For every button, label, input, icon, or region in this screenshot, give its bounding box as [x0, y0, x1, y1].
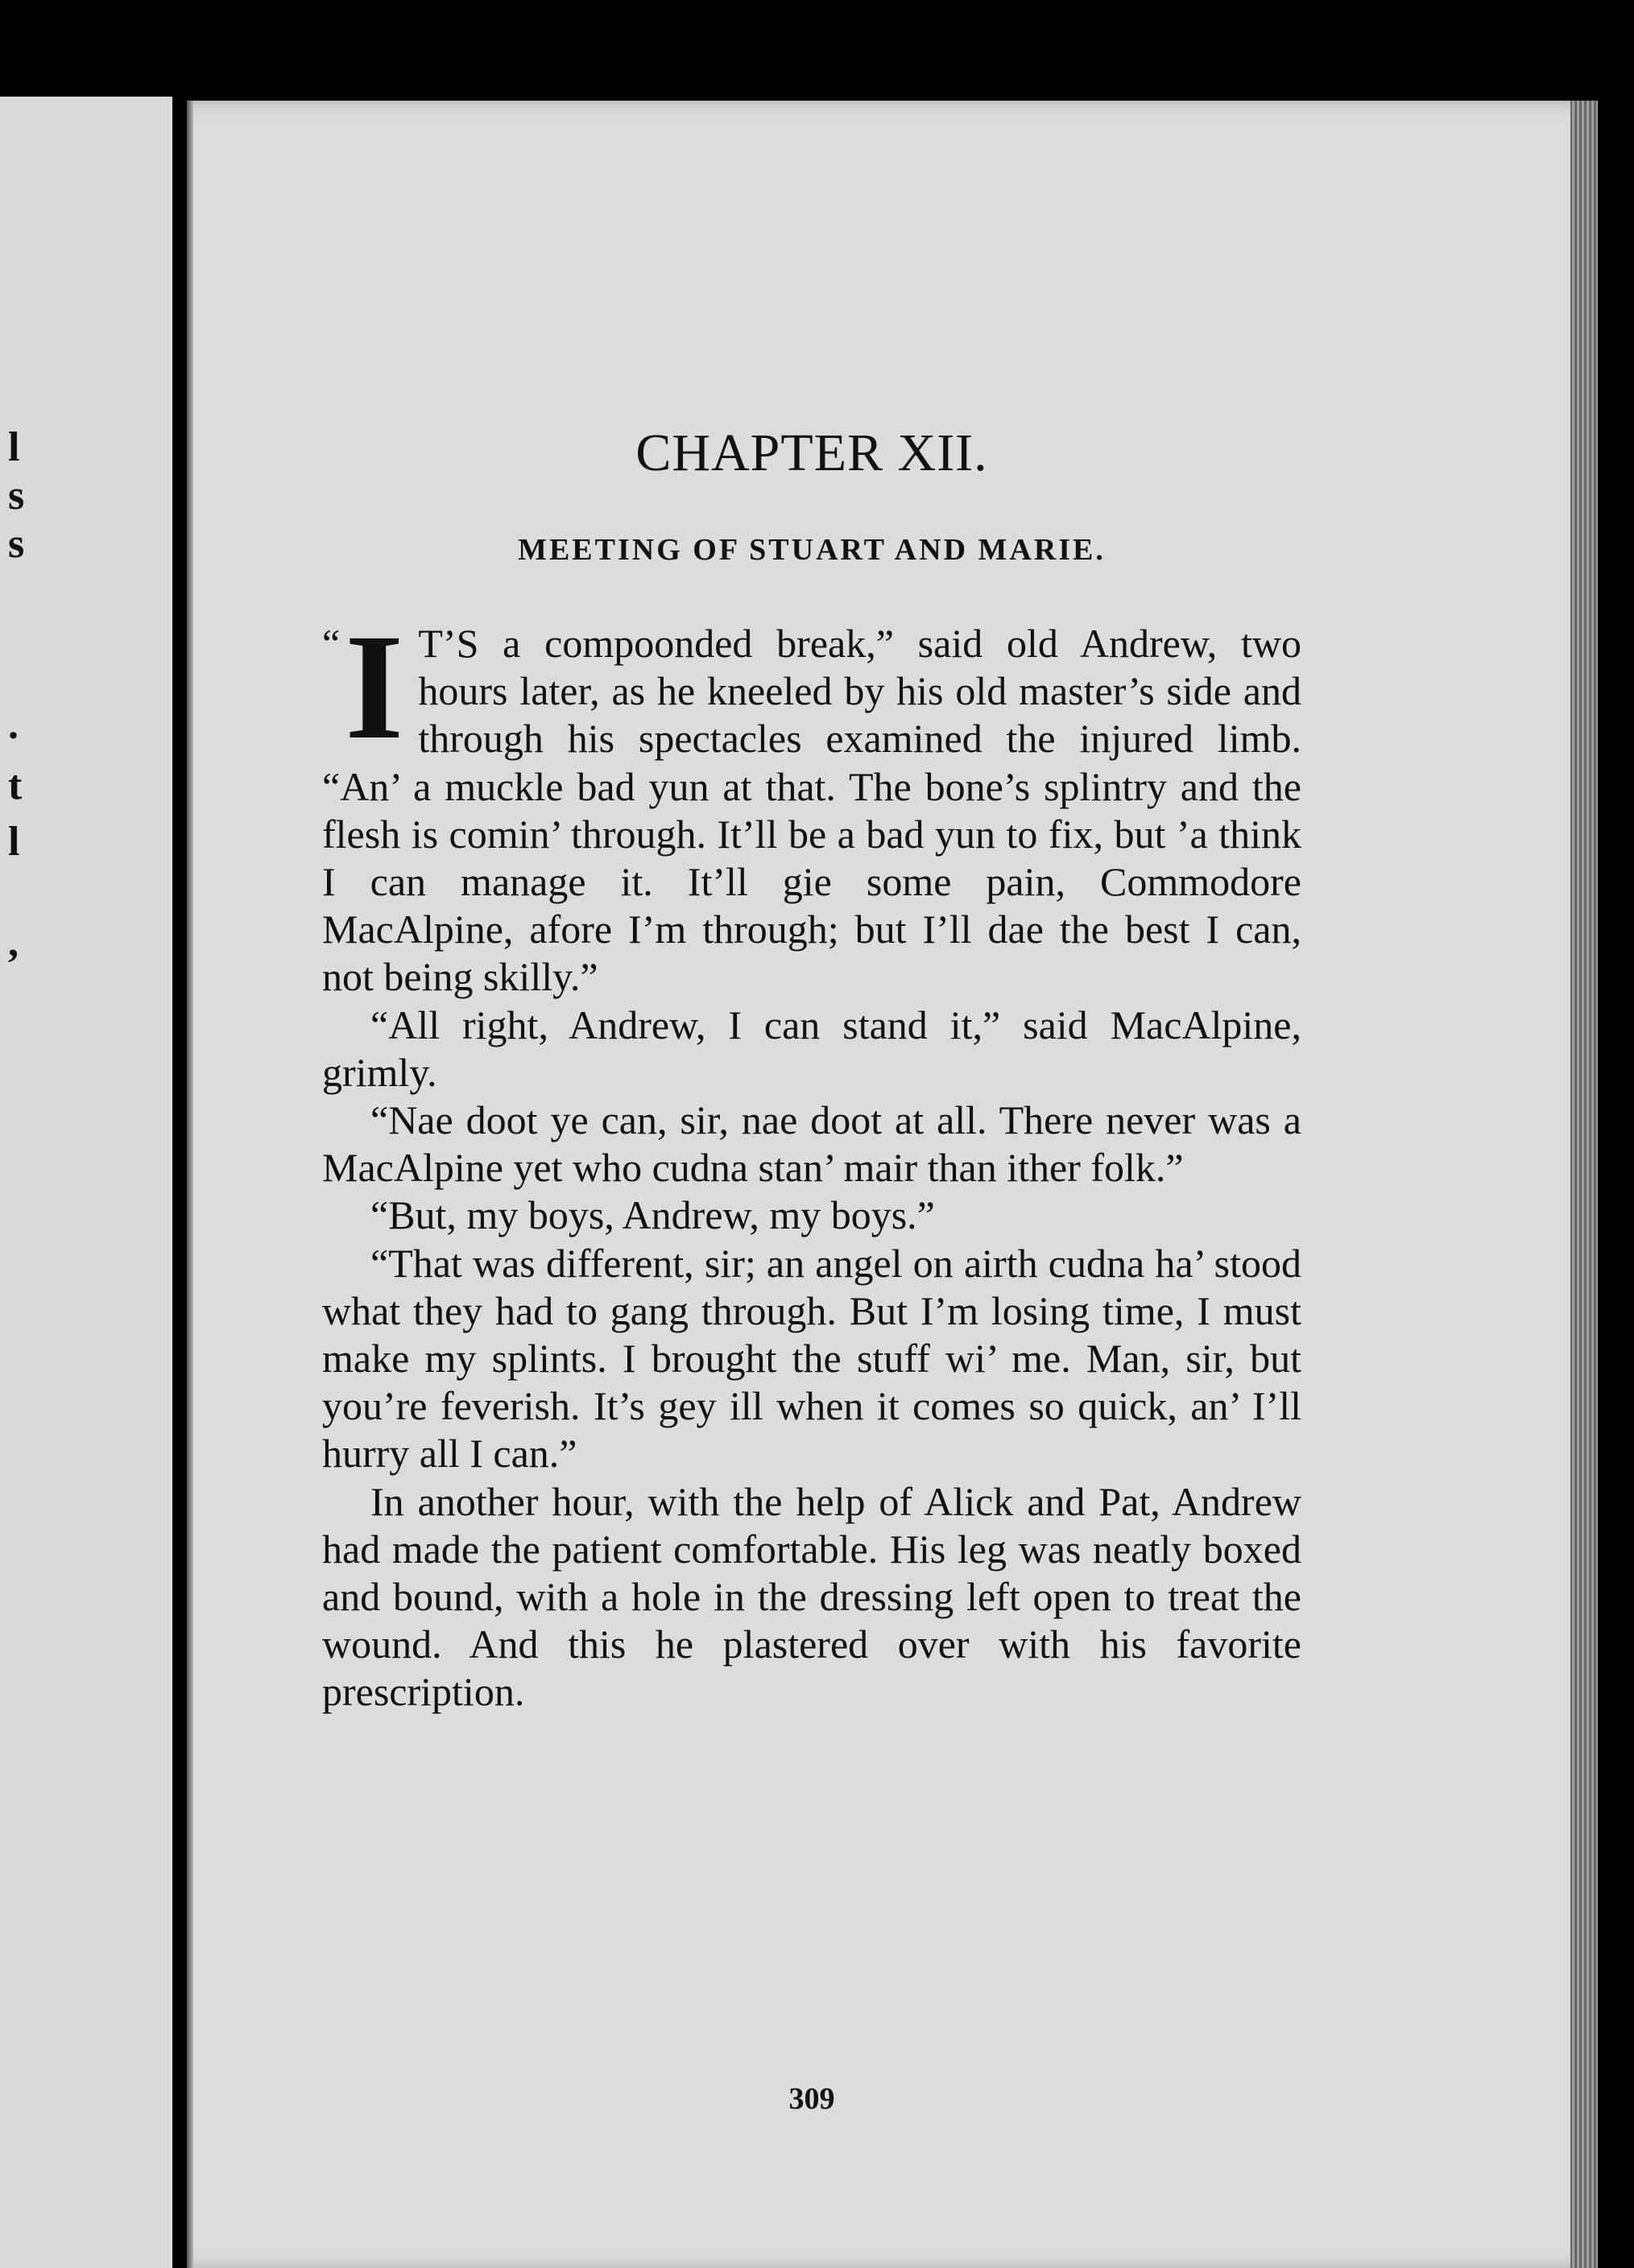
- drop-cap: I: [345, 602, 404, 770]
- previous-page-fragment: s: [8, 521, 25, 567]
- paragraph: “But, my boys, Andrew, my boys.”: [370, 1192, 935, 1238]
- paragraph-text: T’S a compoonded break,” said old Andrew, two hours later, as he kneeled by his old master’s side and through his spectacles examined the injured limb. “An’ a muckle bad yun at that. The bone’s splintry and the flesh is comin’ through. It’ll be a bad yun to fix, but ’a think I can manage it. It’ll gie some pain, Commodore MacAlpine, afore I’m through; but I’ll dae the best I can, not being skilly.”: [322, 621, 1301, 1000]
- chapter-subtitle: MEETING OF STUART AND MARIE.: [518, 533, 1106, 567]
- page-gutter-shadow: [187, 101, 193, 2268]
- previous-page-fragment: s: [8, 473, 25, 518]
- paragraph: “Nae doot ye can, sir, nae doot at all. There never was a MacAlpine yet who cudna stan’ mair than ither folk.”: [322, 1097, 1301, 1191]
- previous-page-fragment: l: [8, 424, 20, 470]
- previous-page-fragment: .: [8, 702, 19, 748]
- previous-page-edge: [0, 97, 172, 2268]
- previous-page-fragment: ,: [8, 919, 19, 965]
- paragraph: “All right, Andrew, I can stand it,” said MacAlpine, grimly.: [322, 1002, 1301, 1095]
- chapter-title: CHAPTER XII.: [635, 423, 988, 482]
- previous-page-fragment: l: [8, 819, 20, 865]
- page-edge-stack: [1570, 101, 1598, 2268]
- page-number: 309: [788, 2082, 835, 2116]
- paragraph: “That was different, sir; an angel on airth cudna ha’ stood what they had to gang through. But I’m losing time, I must make my splints. I brought the stuff wi’ me. Man, sir, but you’re feverish. It’s gey ill when it comes so quick, an’ I’ll hurry all I can.”: [322, 1240, 1301, 1477]
- book-page: [187, 101, 1598, 2268]
- previous-page-fragment: t: [8, 762, 23, 808]
- opening-quote: “: [322, 621, 341, 666]
- paragraph: In another hour, with the help of Alick and Pat, Andrew had made the patient comfortable. His leg was neatly boxed and bound, with a hole in the dressing left open to treat the wound. And this he plastered over with his favorite prescription.: [322, 1478, 1301, 1715]
- paragraph: [322, 602, 1301, 1002]
- body-text: [322, 602, 1301, 1716]
